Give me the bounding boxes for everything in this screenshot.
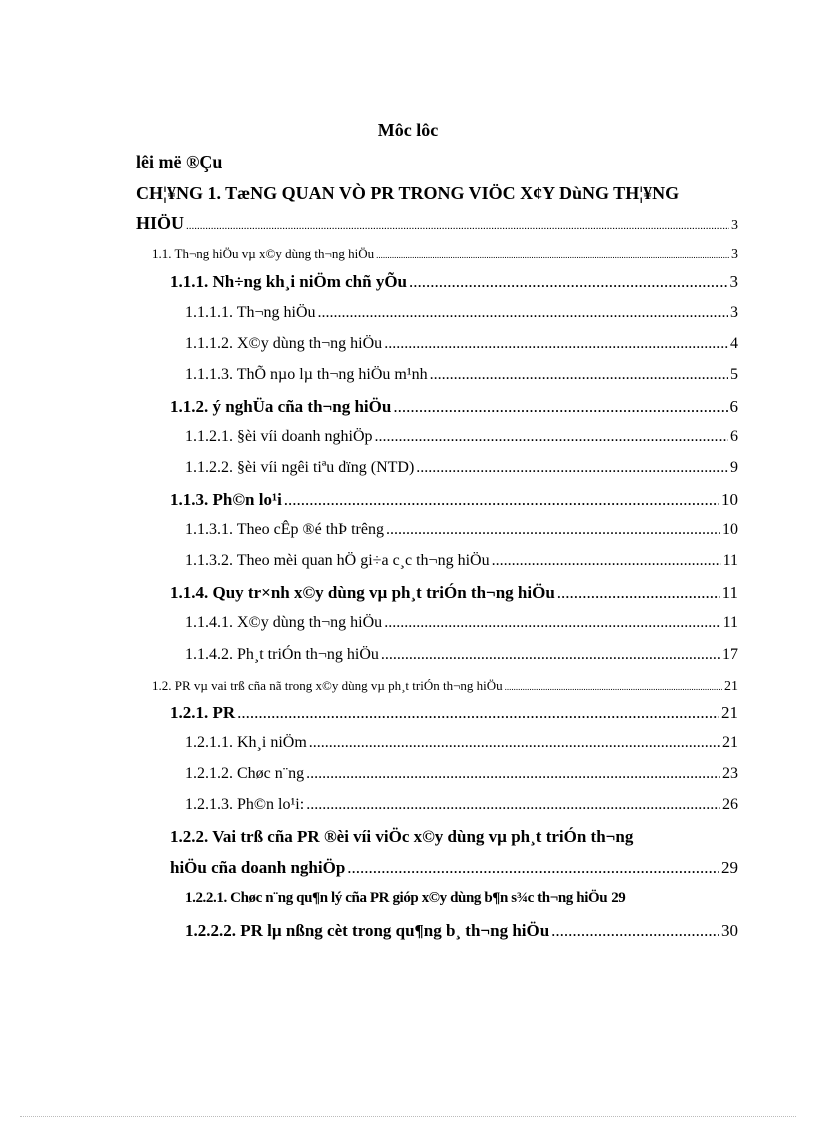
toc-intro: lêi më ®Çu xyxy=(136,152,223,172)
dot-leader xyxy=(492,552,721,570)
page-number: 3 xyxy=(730,304,738,321)
toc-entry[interactable]: 1.2.2. Vai trß cña PR ®èi víi viÖc x©y dùng vµ ph¸t triÓn th¬ng xyxy=(170,827,634,846)
dot-leader xyxy=(505,682,722,692)
toc-entry[interactable] xyxy=(185,428,738,446)
toc-entry[interactable] xyxy=(170,272,738,292)
toc-entry[interactable] xyxy=(152,678,738,695)
toc-entry-label: 1.1.1.3. ThÕ nµo lµ th¬ng hiÖu m¹nh xyxy=(185,366,428,383)
toc-entry-label: 1.1.1.2. X©y dùng th¬ng hiÖu xyxy=(185,335,383,352)
dot-leader xyxy=(551,921,719,941)
toc-entry[interactable] xyxy=(170,703,738,723)
dot-leader xyxy=(237,703,719,723)
toc-title: Môc lôc xyxy=(377,120,439,140)
toc-entry-label: 1.1.2.2. §èi víi ngêi tiªu dïng (NTD) xyxy=(185,459,415,476)
dot-leader xyxy=(306,765,720,783)
page-number: 6 xyxy=(729,397,738,416)
toc-entry-label: 1.2.1.2. Chøc n¨ng xyxy=(185,765,305,782)
page-number: 5 xyxy=(730,366,738,383)
toc-entry-label: 1.1.4.1. X©y dùng th¬ng hiÖu xyxy=(185,614,383,631)
toc-entry[interactable] xyxy=(185,366,738,384)
dot-leader xyxy=(393,397,727,417)
page-number: 9 xyxy=(730,459,738,476)
toc-entry-label: 1.2. PR vµ vai trß cña nã trong x©y dùng vµ ph¸t triÓn th¬ng hiÖu xyxy=(152,678,503,693)
dot-leader xyxy=(557,583,720,603)
toc-entry-label: 1.2.1.1. Kh¸i niÖm xyxy=(185,734,307,751)
page-number: 4 xyxy=(730,335,738,352)
dot-leader xyxy=(409,272,727,292)
page-bottom-border xyxy=(20,1116,796,1117)
page-number: 21 xyxy=(722,734,738,751)
toc-entry[interactable] xyxy=(185,335,738,353)
dot-leader xyxy=(318,304,728,322)
toc-entry[interactable] xyxy=(170,583,738,603)
toc-entry[interactable] xyxy=(170,397,738,417)
toc-entry-label: hiÖu cña doanh nghiÖp xyxy=(170,858,346,877)
toc-entry[interactable] xyxy=(185,646,738,664)
dot-leader xyxy=(347,858,719,878)
page-number: 29 xyxy=(611,890,626,906)
toc-entry[interactable] xyxy=(185,614,738,632)
toc-chapter-line1: CH¦¥NG 1. TæNG QUAN VÒ PR TRONG VIÖC X¢Y DùNG TH¦¥NG xyxy=(136,183,680,203)
toc-entry-label: 1.2.2.2. PR lµ nßng cèt trong qu¶ng b¸ th¬ng hiÖu xyxy=(185,921,550,940)
dot-leader xyxy=(430,366,728,384)
toc-entry-label: 1.1.1.1. Th¬ng hiÖu xyxy=(185,304,316,321)
page-number: 21 xyxy=(724,679,738,694)
toc-entry-label: 1.1.1. Nh÷ng kh¸i niÖm chñ yÕu xyxy=(170,272,408,291)
page-number: 11 xyxy=(722,614,738,631)
dot-leader xyxy=(376,250,729,260)
page-number: 23 xyxy=(722,765,738,782)
toc-entry[interactable] xyxy=(170,490,738,510)
dot-leader xyxy=(306,796,720,814)
toc-entry-label: 1.1.2. ý nghÜa cña th¬ng hiÖu xyxy=(170,397,392,416)
page-number: 29 xyxy=(721,858,738,877)
page-number: 21 xyxy=(721,703,738,722)
page-number: 26 xyxy=(722,796,738,813)
toc-entry-label: 1.1.3.2. Theo mèi quan hÖ gi÷a c¸c th¬ng hiÖu xyxy=(185,552,490,569)
dot-leader xyxy=(375,428,728,446)
toc-entry-label: 1.1.4. Quy tr×nh x©y dùng vµ ph¸t triÓn th¬ng hiÖu xyxy=(170,583,555,602)
dot-leader xyxy=(416,459,728,477)
dot-leader xyxy=(381,646,720,664)
dot-leader xyxy=(284,490,719,510)
dot-leader xyxy=(384,614,720,632)
dot-leader xyxy=(384,335,728,353)
toc-entry[interactable] xyxy=(185,765,738,783)
page-number: 6 xyxy=(730,428,738,445)
toc-entry[interactable] xyxy=(185,796,738,814)
toc-entry-label: 1.2.1. PR xyxy=(170,703,236,722)
page-number: 3 xyxy=(731,247,738,262)
toc-entry-label: 1.1.2.1. §èi víi doanh nghiÖp xyxy=(185,428,373,445)
toc-entry[interactable] xyxy=(152,246,738,263)
page-number: 3 xyxy=(731,218,738,233)
page-number: 11 xyxy=(721,583,738,602)
page-number: 30 xyxy=(721,921,738,940)
page-number: 17 xyxy=(722,646,738,663)
toc-entry-label: 1.2.1.3. Ph©n lo¹i: xyxy=(185,796,305,813)
toc-entry-label: 1.1. Th¬ng hiÖu vµ x©y dùng th¬ng hiÖu xyxy=(152,246,375,261)
page-number: 10 xyxy=(722,521,738,538)
dot-leader xyxy=(386,521,720,539)
toc-entry-label: 1.1.3.1. Theo cÊp ®é thÞ trêng xyxy=(185,521,384,538)
toc-entry[interactable] xyxy=(185,552,738,570)
toc-entry[interactable] xyxy=(185,890,738,907)
toc-chapter-line2[interactable] xyxy=(136,213,738,234)
toc-entry-label: 1.2.2.1. Chøc n¨ng qu¶n lý cña PR gióp x©y dùng b¶n s¾c th¬ng hiÖu xyxy=(185,890,608,906)
toc-entry[interactable] xyxy=(185,734,738,752)
toc-entry[interactable] xyxy=(185,521,738,539)
toc-entry-label: 1.1.3. Ph©n lo¹i xyxy=(170,490,282,509)
toc-entry-label: 1.1.4.2. Ph¸t triÓn th¬ng hiÖu xyxy=(185,646,379,663)
page-number: 3 xyxy=(729,272,738,291)
dot-leader xyxy=(186,220,729,232)
toc-entry[interactable] xyxy=(185,921,738,941)
toc-entry[interactable] xyxy=(170,858,738,878)
toc-entry[interactable] xyxy=(185,304,738,322)
page-number: 10 xyxy=(721,490,738,509)
page-number: 11 xyxy=(722,552,738,569)
toc-entry[interactable] xyxy=(185,459,738,477)
dot-leader xyxy=(309,734,720,752)
toc-chapter-label: HIÖU xyxy=(136,213,185,233)
